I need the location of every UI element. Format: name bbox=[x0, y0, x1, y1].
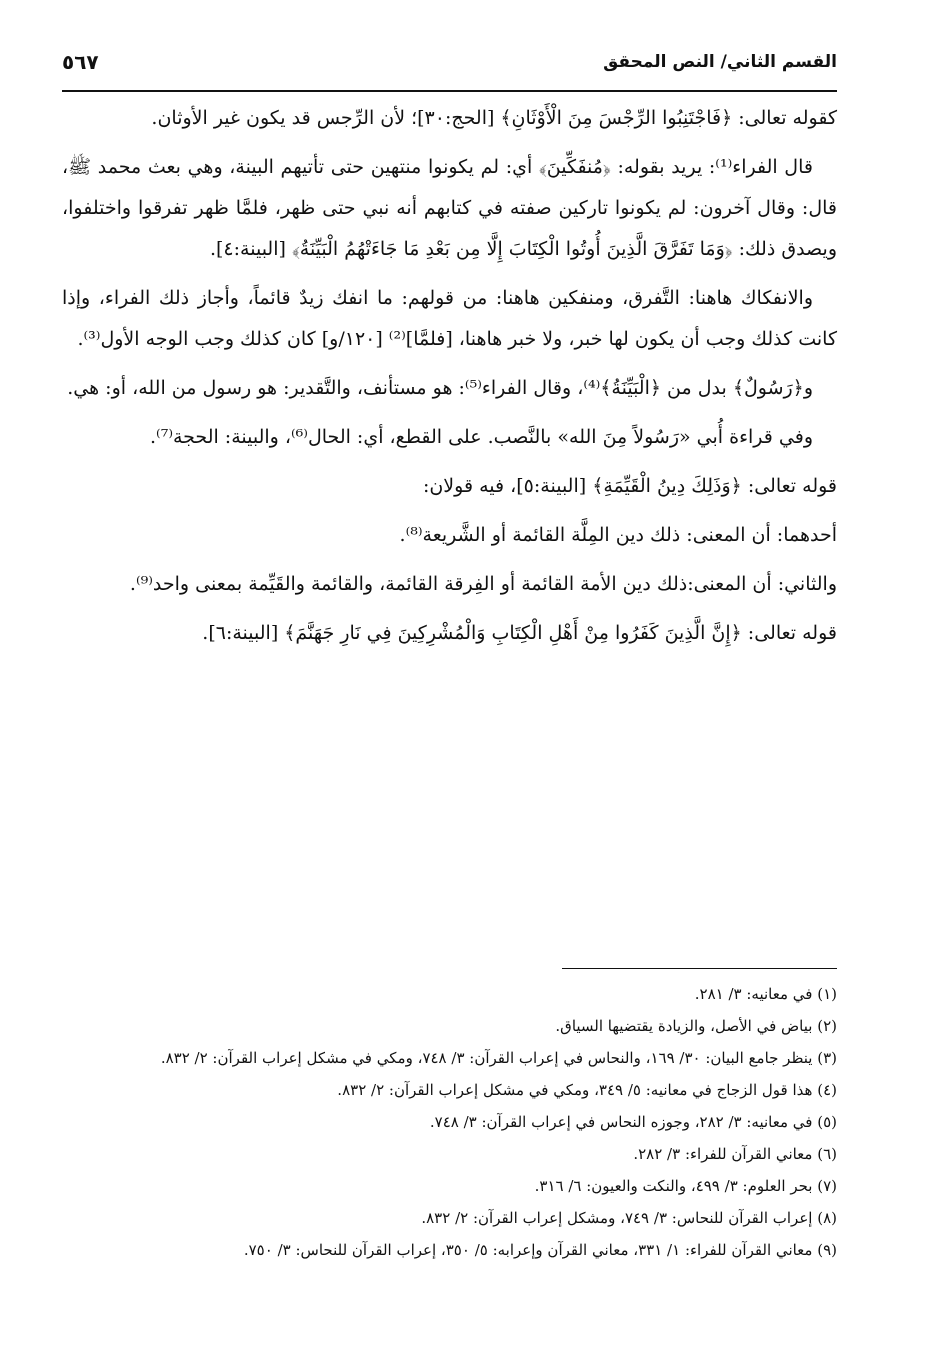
footnote: (٤) هذا قول الزجاج في معانيه: ٥/ ٣٤٩، ومكي في مشكل إعراب القرآن: ٢/ ٨٣٢. bbox=[337, 1081, 837, 1099]
footnote: (٩) معاني القرآن للفراء: ١/ ٣٣١، معاني القرآن وإعرابه: ٥/ ٣٥٠، إعراب القرآن للنحاس: ٣/ ٧٥٠. bbox=[243, 1241, 837, 1259]
paragraph: والثاني: أن المعنى:ذلك دين الأمة القائمة أو الفِرقة القائمة، والقائمة والقَيِّمة بمعنى واحد⁽⁹⁾. bbox=[129, 573, 837, 595]
footnote: (١) في معانيه: ٣/ ٢٨١. bbox=[694, 985, 837, 1003]
footnote-rule bbox=[562, 968, 837, 969]
footnotes bbox=[62, 978, 837, 1266]
paragraph: قوله تعالى: ﴿وَذَلِكَ دِينُ الْقَيِّمَةِ﴾ [البينة:٥]، فيه قولان: bbox=[422, 475, 837, 497]
header-title: القسم الثاني/ النص المحقق bbox=[603, 52, 837, 72]
paragraph: و﴿رَسُولٌ﴾ بدل من ﴿الْبَيِّنَةُ﴾⁽⁴⁾، وقال الفراء⁽⁵⁾: هو مستأنف، والتَّقدير: هو رسول من الله، أو: هي. bbox=[67, 377, 813, 399]
paragraph: كقوله تعالى: ﴿فَاجْتَنِبُوا الرِّجْسَ مِنَ الْأَوْثَانِ﴾ [الحج:٣٠]؛ لأن الرِّجس قد يكون غير الأوثان. bbox=[151, 107, 837, 129]
paragraph: قوله تعالى: ﴿إِنَّ الَّذِينَ كَفَرُوا مِنْ أَهْلِ الْكِتَابِ وَالْمُشْرِكِينَ فِي نَارِ جَهَنَّمَ﴾ [البينة:٦]. bbox=[202, 622, 837, 644]
footnote: (٣) ينظر جامع البيان: ٣٠/ ١٦٩، والنحاس في إعراب القرآن: ٣/ ٧٤٨، ومكي في مشكل إعراب القرآن: ٢/ ٨٣٢. bbox=[160, 1049, 837, 1067]
footnote: (٥) في معانيه: ٣/ ٢٨٢، وجوزه النحاس في إعراب القرآن: ٣/ ٧٤٨. bbox=[429, 1113, 837, 1131]
running-header bbox=[62, 38, 837, 86]
paragraph: وفي قراءة أُبي «رَسُولاً مِنَ الله» بالنَّصب. على القطع، أي: الحال⁽⁶⁾، والبينة: الحجة⁽⁷⁾. bbox=[149, 426, 813, 448]
footnote: (٦) معاني القرآن للفراء: ٣/ ٢٨٢. bbox=[633, 1145, 837, 1163]
footnote: (٨) إعراب القرآن للنحاس: ٣/ ٧٤٩، ومشكل إعراب القرآن: ٢/ ٨٣٢. bbox=[421, 1209, 837, 1227]
paragraph: أحدهما: أن المعنى: ذلك دين المِلَّة القائمة أو الشَّريعة⁽⁸⁾. bbox=[399, 524, 837, 546]
footnote: (٢) بياض في الأصل، والزيادة يقتضيها السياق. bbox=[555, 1017, 837, 1035]
paragraph: قال الفراء⁽¹⁾: يريد بقوله: ﴿مُنفَكِّينَ﴾ أي: لم يكونوا منتهين حتى تأتيهم البينة، وهي بعث محمد ﷺ، قال: وقال آخرون: لم يكونوا تاركين صفته في كتابهم أنه نبي حتى ظهر، فلمَّا ظهر تفرقوا واختلفوا، ويصدق ذلك: ﴿وَمَا تَفَرَّقَ الَّذِينَ أُوتُوا الْكِتَابَ إِلَّا مِن بَعْدِ مَا جَاءَتْهُمُ الْبَيِّنَةُ﴾ [البينة:٤]. bbox=[62, 156, 837, 260]
page-number: ٥٦٧ bbox=[62, 50, 99, 74]
main-text bbox=[62, 98, 837, 662]
footnote: (٧) بحر العلوم: ٣/ ٤٩٩، والنكت والعيون: ٦/ ٣١٦. bbox=[534, 1177, 837, 1195]
header-rule bbox=[62, 90, 837, 92]
paragraph: والانفكاك هاهنا: التَّفرق، ومنفكين هاهنا: من قولهم: ما انفك زيدٌ قائماً، وأجاز ذلك الفراء، وإذا كانت كذلك وجب أن يكون لها خبر، ولا خبر هاهنا، [فلمَّا]⁽²⁾ [١٢٠/و] كان كذلك وجب الوجه الأول⁽³⁾. bbox=[62, 287, 837, 350]
